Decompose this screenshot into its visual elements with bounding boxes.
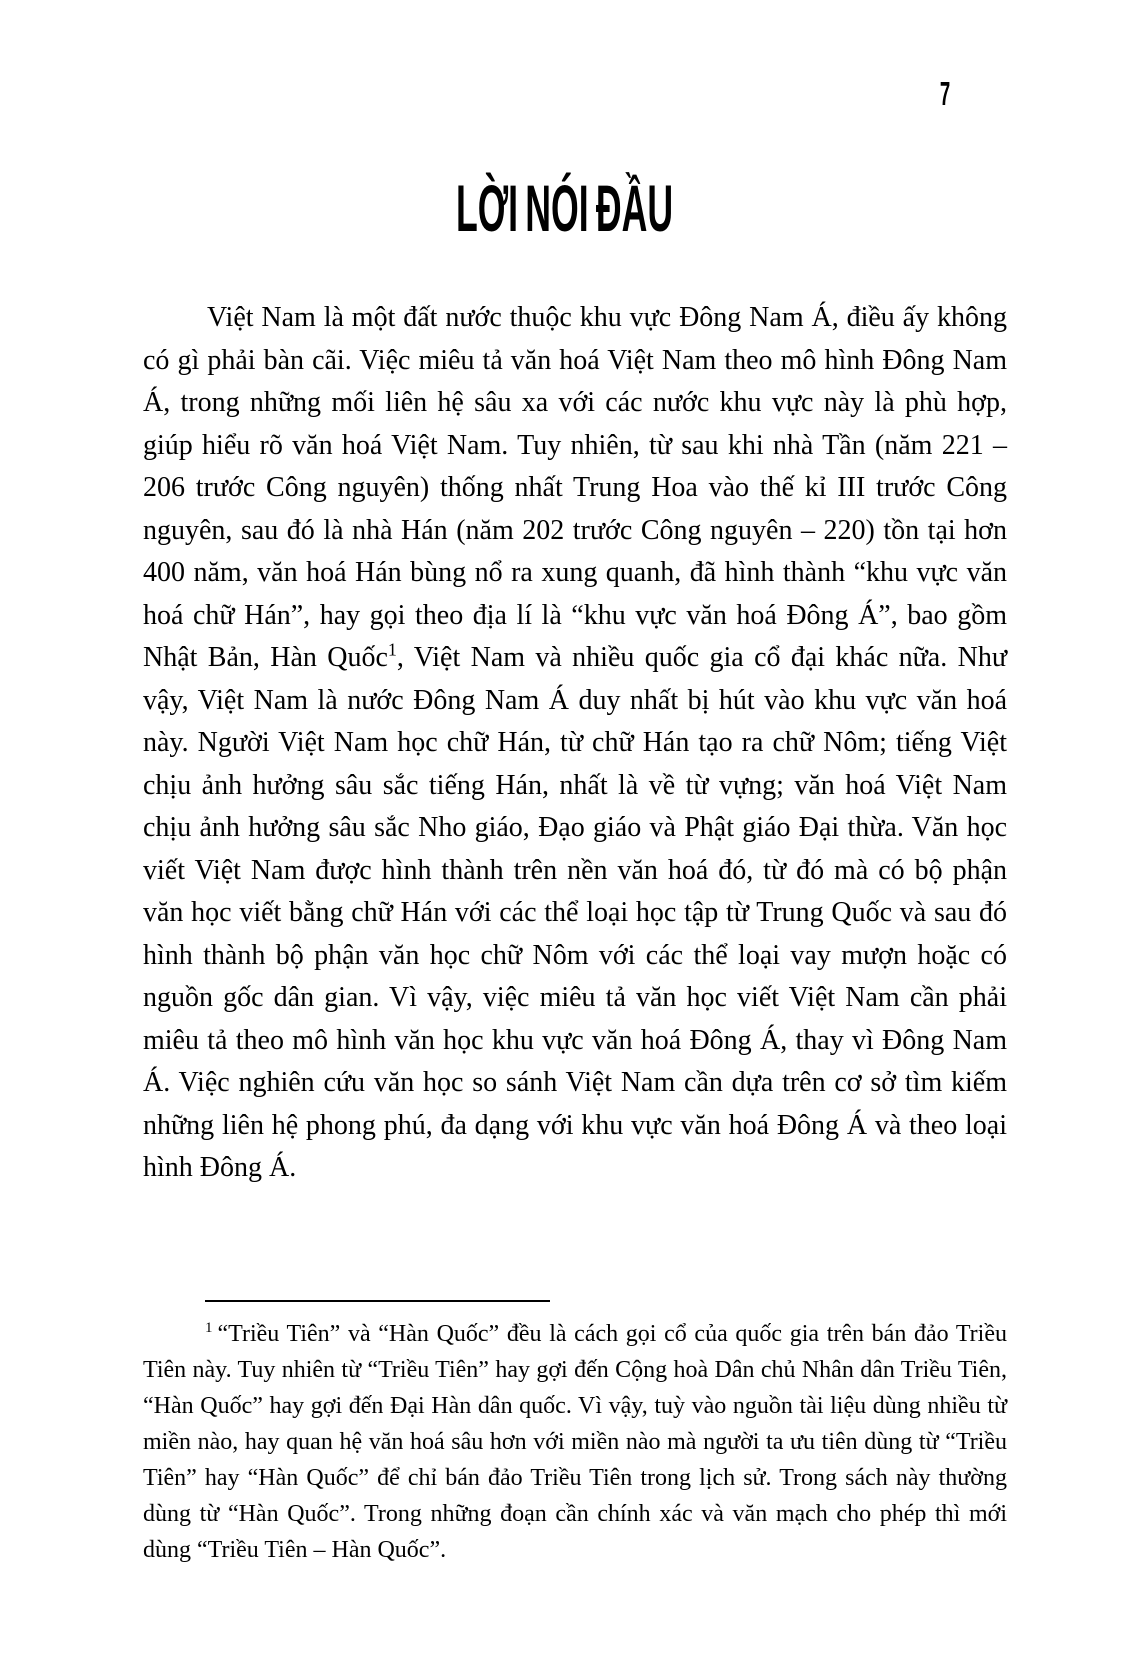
page-title bbox=[0, 172, 1129, 246]
footnote bbox=[143, 1316, 1007, 1568]
body-text-part2: , Việt Nam và nhiều quốc gia cổ đại khác nữa. Như vậy, Việt Nam là nước Đông Nam Á duy nhất bị hút vào khu vực văn hoá này. Người Việt Nam học chữ Hán, từ chữ Hán tạo ra chữ Nôm; tiếng Việt chịu ảnh hưởng sâu sắc tiếng Hán, nhất là về từ vựng; văn hoá Việt Nam chịu ảnh hưởng sâu sắc Nho giáo, Đạo giáo và Phật giáo Đại thừa. Văn học viết Việt Nam được hình thành trên nền văn hoá đó, từ đó mà có bộ phận văn học viết bằng chữ Hán với các thể loại học tập từ Trung Quốc và sau đó hình thành bộ phận văn học chữ Nôm với các thể loại vay mượn hoặc có nguồn gốc dân gian. Vì vậy, việc miêu tả văn học viết Việt Nam cần phải miêu tả theo mô hình văn học khu vực văn hoá Đông Á, thay vì Đông Nam Á. Việc nghiên cứu văn học so sánh Việt Nam cần dựa trên cơ sở tìm kiếm những liên hệ phong phú, đa dạng với khu vực văn hoá Đông Á và theo loại hình Đông Á. bbox=[143, 642, 1007, 1183]
body-paragraph bbox=[143, 297, 1007, 1190]
page-title-text: LỜI NÓI ĐẦU bbox=[455, 172, 674, 246]
footnote-marker: 1 bbox=[205, 1320, 213, 1336]
footnote-text: “Triều Tiên” và “Hàn Quốc” đều là cách gọi cổ của quốc gia trên bán đảo Triều Tiên này. Tuy nhiên từ “Triều Tiên” hay gợi đến Cộng hoà Dân chủ Nhân dân Triều Tiên, “Hàn Quốc” hay gợi đến Đại Hàn dân quốc. Vì vậy, tuỳ vào nguồn tài liệu dùng nhiều từ miền nào, hay quan hệ văn hoá sâu hơn với miền nào mà người ta ưu tiên dùng từ “Triều Tiên” hay “Hàn Quốc” để chỉ bán đảo Triều Tiên trong lịch sử. Trong sách này thường dùng từ “Hàn Quốc”. Trong những đoạn cần chính xác và văn mạch cho phép thì mới dùng “Triều Tiên – Hàn Quốc”. bbox=[143, 1321, 1007, 1563]
body-text-part1: Việt Nam là một đất nước thuộc khu vực Đông Nam Á, điều ấy không có gì phải bàn cãi. Việc miêu tả văn hoá Việt Nam theo mô hình Đông Nam Á, trong những mối liên hệ sâu xa với các nước khu vực này là phù hợp, giúp hiểu rõ văn hoá Việt Nam. Tuy nhiên, từ sau khi nhà Tần (năm 221 – 206 trước Công nguyên) thống nhất Trung Hoa vào thế kỉ III trước Công nguyên, sau đó là nhà Hán (năm 202 trước Công nguyên – 220) tồn tại hơn 400 năm, văn hoá Hán bùng nổ ra xung quanh, đã hình thành “khu vực văn hoá chữ Hán”, hay gọi theo địa lí là “khu vực văn hoá Đông Á”, bao gồm Nhật Bản, Hàn Quốc bbox=[143, 302, 1007, 673]
footnote-separator bbox=[205, 1300, 550, 1302]
page-number: 7 bbox=[939, 75, 951, 113]
footnote-reference: 1 bbox=[387, 639, 397, 660]
